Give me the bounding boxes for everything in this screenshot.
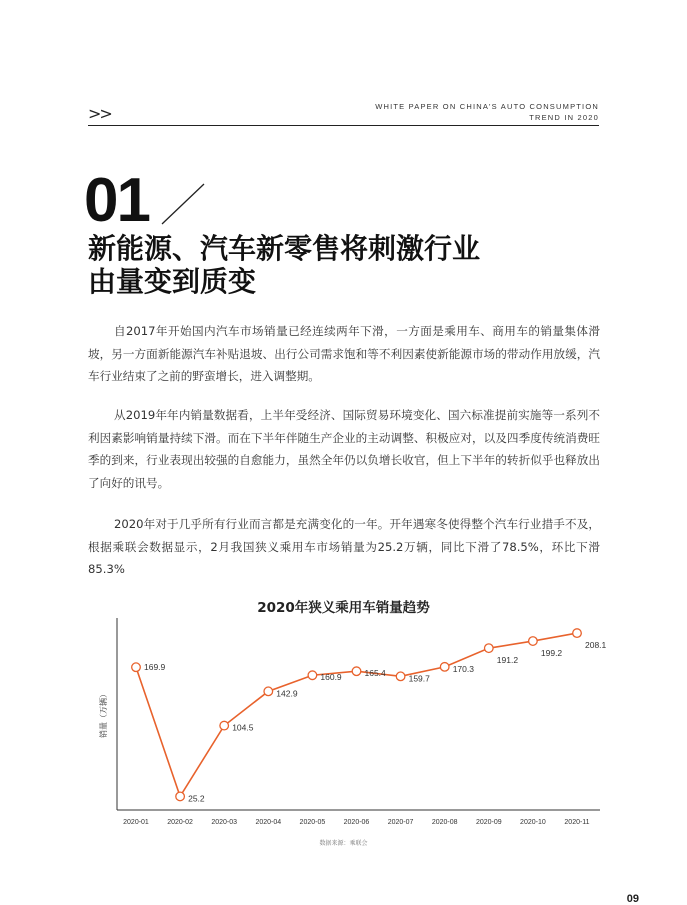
x-tick-label-2020-04: 2020-04 (255, 819, 282, 826)
x-tick-label-2020-08: 2020-08 (431, 819, 458, 826)
data-point-2020-07 (396, 672, 405, 681)
data-label-2020-08: 170.3 (452, 663, 474, 674)
x-tick-label-2020-03: 2020-03 (211, 819, 238, 826)
data-point-2020-02 (176, 792, 185, 801)
header-chevron: >> (88, 104, 111, 123)
data-label-2020-02: 25.2 (188, 793, 205, 804)
data-label-2020-01: 169.9 (144, 662, 166, 673)
data-point-2020-03 (220, 721, 229, 730)
title-line-1: 新能源、汽车新零售将刺激行业 (88, 232, 481, 265)
data-point-2020-08 (440, 663, 449, 672)
chapter-number: 01 (84, 166, 149, 235)
x-tick-label-2020-01: 2020-01 (123, 819, 149, 826)
x-tick-label-2020-02: 2020-02 (167, 819, 193, 826)
data-label-2020-04: 142.9 (276, 688, 298, 699)
header-line-2: TREND IN 2020 (529, 113, 599, 122)
data-label-2020-06: 165.4 (364, 668, 386, 679)
data-point-2020-09 (485, 644, 494, 653)
data-point-2020-04 (264, 687, 273, 696)
data-label-2020-05: 160.9 (320, 672, 342, 683)
title-line-2: 由量变到质变 (88, 265, 257, 298)
data-point-2020-11 (573, 629, 582, 638)
x-tick-label-2020-09: 2020-09 (475, 819, 502, 826)
page-title (88, 232, 480, 298)
paragraph-2: 从2019年年内销量数据看，上半年受经济、国际贸易环境变化、国六标准提前实施等一系列不利因素影响销量持续下滑。而在下半年伴随生产企业的主动调整、积极应对，以及四季度传统消费旺季的到来，行业表现出较强的自愈能力，虽然全年仍以负增长收官，但上下半年的转折似乎也释放出了向好的讯号。 (88, 408, 600, 490)
chart-title: 2020年狭义乘用车销量趋势 (257, 600, 430, 616)
x-tick-label-2020-05: 2020-05 (299, 819, 326, 826)
data-label-2020-07: 159.7 (408, 673, 430, 684)
x-tick-label-2020-10: 2020-10 (520, 819, 546, 826)
header-line-1: WHITE PAPER ON CHINA'S AUTO CONSUMPTION (375, 102, 599, 111)
data-label-2020-11: 208.1 (585, 640, 607, 651)
header-text (375, 101, 599, 123)
data-point-2020-10 (529, 637, 538, 646)
x-tick-label-2020-06: 2020-06 (343, 819, 370, 826)
data-label-2020-10: 199.2 (540, 648, 563, 659)
page-number: 09 (626, 893, 639, 905)
header-rule (88, 125, 599, 126)
sales-trend-chart (0, 610, 687, 835)
paragraph-1: 自2017年开始国内汽车市场销量已经连续两年下滑，一方面是乘用车、商用车的销量集体滑坡，另一方面新能源汽车补贴退坡、出行公司需求饱和等不利因素使新能源市场的带动作用放缓，汽车行业结束了之前的野蛮增长，进入调整期。 (88, 324, 600, 383)
data-source: 数据来源：乘联会 (319, 840, 368, 847)
data-label-2020-09: 191.2 (496, 655, 519, 666)
data-label-2020-03: 104.5 (232, 722, 254, 733)
data-point-2020-05 (308, 671, 317, 680)
chapter-slash (160, 182, 206, 226)
data-point-2020-01 (132, 663, 141, 672)
y-axis-label: 销量（万辆） (99, 690, 108, 738)
x-tick-label-2020-11: 2020-11 (564, 819, 590, 826)
x-tick-label-2020-07: 2020-07 (387, 819, 414, 826)
paragraph-3: 2020年对于几乎所有行业而言都是充满变化的一年。开年遇寒冬使得整个汽车行业措手不及，根据乘联会数据显示，2月我国狭义乘用车市场销量为25.2万辆，同比下滑了78.5%，环比下滑85.3% (88, 517, 600, 576)
data-point-2020-06 (352, 667, 361, 676)
